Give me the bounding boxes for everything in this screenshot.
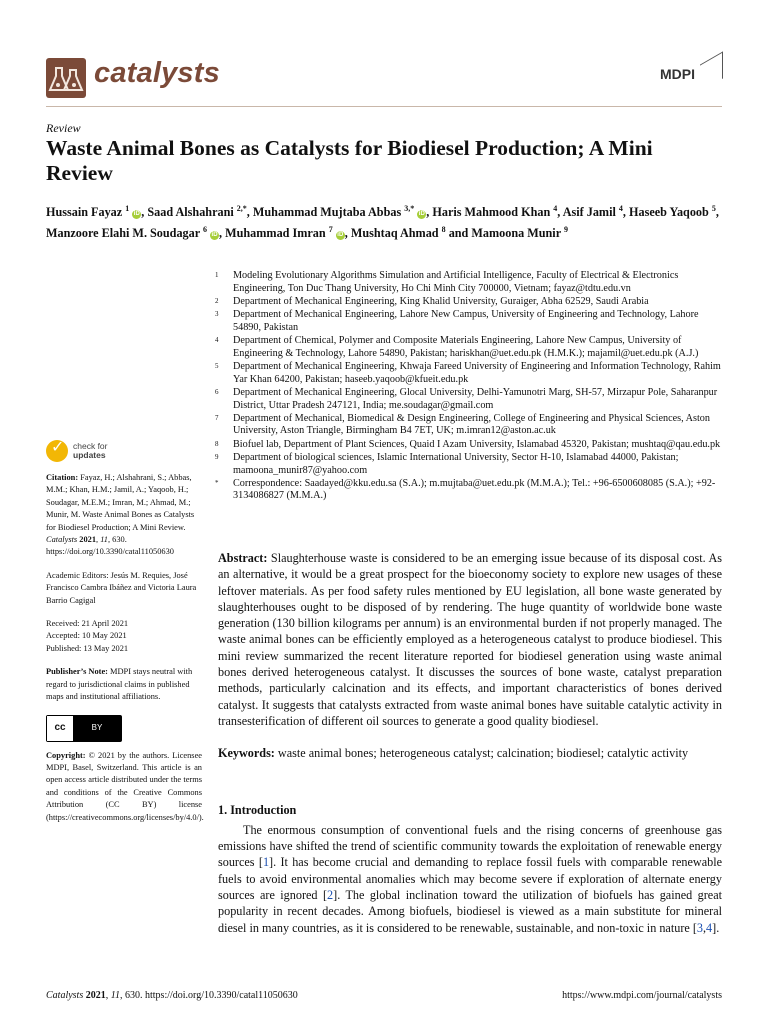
affiliation-text: Department of Mechanical Engineering, Glocal University, Delhi-Yamunotri Marg, SH-57, Mirzapur Pole, Saharanpur District, Uttar Pradesh 247121, India; me.soudagar@gmail.com [233,386,718,411]
author-separator: , [344,226,351,241]
citation-doi[interactable]: , 630. https://doi.org/10.3390/catal11050630 [46,535,174,557]
affiliation-item [212,387,724,412]
citation-volume: 11 [100,535,108,545]
article-type: Review [46,121,81,135]
author-name: Saad Alshahrani [147,205,234,220]
affiliation-text: Modeling Evolutionary Algorithms Simulation and Artificial Intelligence, Faculty of Electrical & Electronics Engineering, Ton Duc Thang University, Ho Chi Minh City 700000, Vietnam; fayaz@tdtu.edu.vn [233,270,679,294]
abstract-label: Abstract: [218,551,268,565]
author-name: Hussain Fayaz [46,205,123,220]
citation-year: 2021 [79,535,97,545]
publisher-note-label: Publisher’s Note: [46,667,108,677]
copyright [46,750,202,824]
affiliation-number: * [215,478,219,487]
abstract-text: Slaughterhouse waste is considered to be an emerging issue because of its disposal cost. As an alternative, it would be a great prospect for the bioeconomy society to explore new usages of these leftover materials. As per food safety rules mentioned by EU legislation, all bone waste generated by slaughterhouses ought to be disposed of by rendering. The huge quantity of worldwide bone waste generation (130 billion kilograms per annum) is an environmental burden if not properly managed. The waste animal bones can be efficiently employed as a heterogeneous catalyst to produce biodiesel. This mini review summarized the recent literature reported for biodiesel generation using waste animal bones derived heterogeneous catalyst. It discusses the sources of bone waste, catalyst preparation methods, particularly calcination and its effects, and important characteristics of bones derived catalyst. It suggests that catalysts extracted from waste animal bones have suitable catalytic activity in transesterification of different oil sources to generate a good quality biodiesel. [218,551,723,728]
copyright-text: © 2021 by the authors. Licensee MDPI, Basel, Switzerland. This article is an open access article distributed under the terms and conditions of the Creative Commons Attribution (CC BY) license (https://creativecommons.org/licenses/by/4.0/). [46,750,204,822]
affiliation-item [212,413,724,438]
orcid-icon[interactable]: iD [337,232,344,239]
intro-text-4: . [716,920,720,935]
author-separator: , [219,226,226,241]
author-separator: , [557,205,563,220]
affiliation-number: 2 [215,296,219,305]
intro-paragraph: The enormous consumption of conventional fuels and the rising concerns of greenhouse gas emissions have shifted the trend of scientific community towards the exploitation of renewable energy sources [1]. It has become crucial and demanding to replace fossil fuels with comparable renewable fuels to avoid environmental anomalies which may become severe if exploration of alternate energy sources are ignored [2]. The global inclination toward the utilization of biofuels has gained great popularity in recent decades. Among biofuels, biodiesel is viewed as a main substitute for mineral diesel in many countries, as it is considered to be renewable, sustainable, and non-toxic in nature [3,4]. [218,822,723,935]
publisher-note [46,666,202,703]
author-name: Mamoona Munir [471,226,561,241]
author-affiliation-sup: 2,* [236,204,247,213]
author-separator: , [246,205,253,220]
author-affiliation-sup: 9 [563,225,568,235]
affiliation-text: Department of biological sciences, Islamic International University, Sector H-10, Islamabad 44000, Pakistan; mamoona_munir87@yahoo.com [233,451,679,476]
main-column [218,550,722,936]
intro-text-1: The enormous consumption of conventional fuels and the rising concerns of greenhouse gas emissions have shifted the trend of scientific community towards the exploitation of renewable energy sources [218,822,722,870]
affiliation-number: 8 [215,439,219,448]
author-affiliation-sup: 8 [441,225,446,235]
reference-link[interactable]: 1 [262,855,270,870]
copyright-label: Copyright: [46,750,86,760]
affiliation-text: Department of Mechanical, Biomedical & Design Engineering, College of Engineering and Physical Sciences, Aston University, Aston Triangle, Birmingham B4 7ET, UK; m.imran12@aston.ac.uk [233,412,710,437]
affiliation-number: 9 [215,452,219,461]
check-updates-line1: check for [73,441,108,451]
journal-logo-icon [46,58,86,98]
affiliation-item [212,270,724,295]
author-affiliation-sup: 5 [711,204,716,213]
affiliation-item [212,296,724,309]
dates [46,618,202,655]
author-separator: , [426,205,433,220]
affiliation-text: Department of Mechanical Engineering, Khwaja Fareed University of Engineering and Information Technology, Rahim Yar Khan 64200, Pakistan; haseeb.yaqoob@kfueit.edu.pk [233,360,721,385]
journal-name: catalysts [94,57,220,89]
author-list [46,200,722,242]
author-name: Manzoore Elahi M. Soudagar [46,226,200,241]
header-rule [46,106,722,107]
affiliation-text: Correspondence: Saadayed@kku.edu.sa (S.A.); m.mujtaba@uet.edu.pk (M.M.A.); Tel.: +96-6500608085 (S.A.); +92-3134086827 (M.M.A.) [233,477,716,502]
citation-text: Fayaz, H.; Alshahrani, S.; Abbas, M.M.; Khan, H.M.; Jamil, A.; Yaqoob, H.; Soudagar, M.E.M.; Imran, M.; Ahmad, M.; Munir, M. Waste Animal Bones as Catalysts for Biodiesel Production; A Mini Review. [46,473,195,532]
article-title: Waste Animal Bones as Catalysts for Biodiesel Production; A Mini Review [46,136,653,185]
citation-journal: Catalysts [46,535,78,545]
affiliation-text: Department of Chemical, Polymer and Composite Materials Engineering, Lahore New Campus, University of Engineering & Technology, Lahore 54890, Pakistan; hariskhan@uet.edu.pk (H.M.K.); majamil@uet.edu.pk (A.J.) [233,335,699,359]
author-name: Haris Mahmood Khan [432,205,551,220]
affiliation-text: Department of Mechanical Engineering, Lahore New Campus, University of Engineering and Technology, Lahore 54890, Pakistan [233,309,699,333]
intro-text-3: . The global inclination toward the utilization of biofuels has gained great popularity in recent decades. Among biofuels, biodiesel is viewed as a main substitute for mineral diesel in many countries, as it is considered to be renewable, sustainable, and non-toxic in nature [218,888,722,935]
academic-editors: Academic Editors: Jesús M. Requies, José Francisco Cambra Ibáñez and Victoria Laura Barrio Cagigal [46,570,197,605]
affiliation-item [212,478,724,503]
section-heading: 1. Introduction [218,802,297,817]
footer-doi[interactable]: , 630. https://doi.org/10.3390/catal11050630 [120,990,298,1001]
sidebar [46,440,202,824]
author-separator: , [622,205,629,220]
reference-link[interactable]: 3 [696,920,703,935]
accepted-date: Accepted: 10 May 2021 [46,631,127,641]
check-for-updates-button[interactable] [46,440,202,462]
author-name: Mushtaq Ahmad [350,226,439,241]
author-separator: , [715,205,719,220]
affiliation-text: Department of Mechanical Engineering, King Khalid University, Guraiger, Abha 62529, Saudi Arabia [233,295,649,307]
affiliations [212,270,724,504]
author-affiliation-sup: 7 [328,225,333,235]
footer-citation: Catalysts 2021, 11, 630. https://doi.org/10.3390/catal11050630 [46,990,298,1001]
author-name: Asif Jamil [562,205,616,220]
received-date: Received: 21 April 2021 [46,619,129,629]
citation-label: Citation: [46,473,79,482]
affiliation-number: 1 [215,271,219,279]
publisher-logo: MDPI [660,66,695,82]
cc-icon: cc [47,716,73,741]
affiliation-item [212,309,724,334]
footer-year: 2021 [85,990,106,1001]
affiliation-item [212,335,724,360]
orcid-icon[interactable]: iD [418,211,425,218]
author-name: Muhammad Imran [225,226,326,241]
author-name: Muhammad Mujtaba Abbas [252,205,402,220]
affiliation-number: 4 [215,336,219,345]
check-updates-icon [46,440,68,462]
keywords-label: Keywords: [218,746,275,761]
affiliation-item [212,439,724,452]
keywords [218,745,722,761]
author-separator: , [141,205,148,220]
author-affiliation-sup: 3,* [404,204,415,213]
citation: Citation: Fayaz, H.; Alshahrani, S.; Abbas, M.M.; Khan, H.M.; Jamil, A.; Yaqoob, H.; Soudagar, M.E.M.; Imran, M.; Ahmad, M.; Munir, M. Waste Animal Bones as Catalysts for Biodiesel Production; A Mini Review. Catalysts 2021, 11, 630. https://doi.org/10.3390/catal11050630 [46,473,195,557]
reference-link[interactable]: 4 [706,920,713,935]
orcid-icon[interactable]: iD [133,211,140,218]
keywords-text: waste animal bones; heterogeneous catalyst; calcination; biodiesel; catalytic activity [277,746,689,761]
author-affiliation-sup: 4 [618,204,623,213]
author-separator: and [445,226,472,241]
affiliation-item [212,452,724,477]
affiliation-text: Biofuel lab, Department of Plant Sciences, Quaid I Azam University, Islamabad 45320, Pakistan; mushtaq@qau.edu.pk [233,438,721,450]
author-name: Haseeb Yaqoob [629,205,709,220]
reference-link[interactable]: 2 [327,888,334,903]
publisher-frame-icon [700,51,723,91]
published-date: Published: 13 May 2021 [46,643,129,653]
check-updates-line2: updates [73,450,106,460]
abstract [218,550,722,729]
affiliation-number: 3 [215,310,219,319]
by-icon: BY [73,716,121,741]
affiliation-item [212,361,724,386]
orcid-icon[interactable]: iD [211,232,218,239]
cc-by-license-icon[interactable] [46,715,122,742]
footer-journal: Catalysts [46,990,84,1001]
affiliation-number: 6 [215,387,219,396]
footer-journal-url[interactable]: https://www.mdpi.com/journal/catalysts [562,990,722,1001]
author-affiliation-sup: 6 [202,225,207,235]
author-affiliation-sup: 1 [125,204,130,213]
footer-volume: 11 [110,990,120,1001]
affiliation-number: 7 [215,413,219,422]
affiliation-number: 5 [215,361,219,370]
author-affiliation-sup: 4 [553,204,558,213]
publisher-note-text: MDPI stays neutral with regard to jurisdictional claims in published maps and institutional affiliations. [46,667,193,702]
intro-text-2: . It has become crucial and demanding to replace fossil fuels with comparable renewable fuels to avoid environmental anomalies which may become severe if exploration of alternate energy sources are ignored [218,855,723,903]
